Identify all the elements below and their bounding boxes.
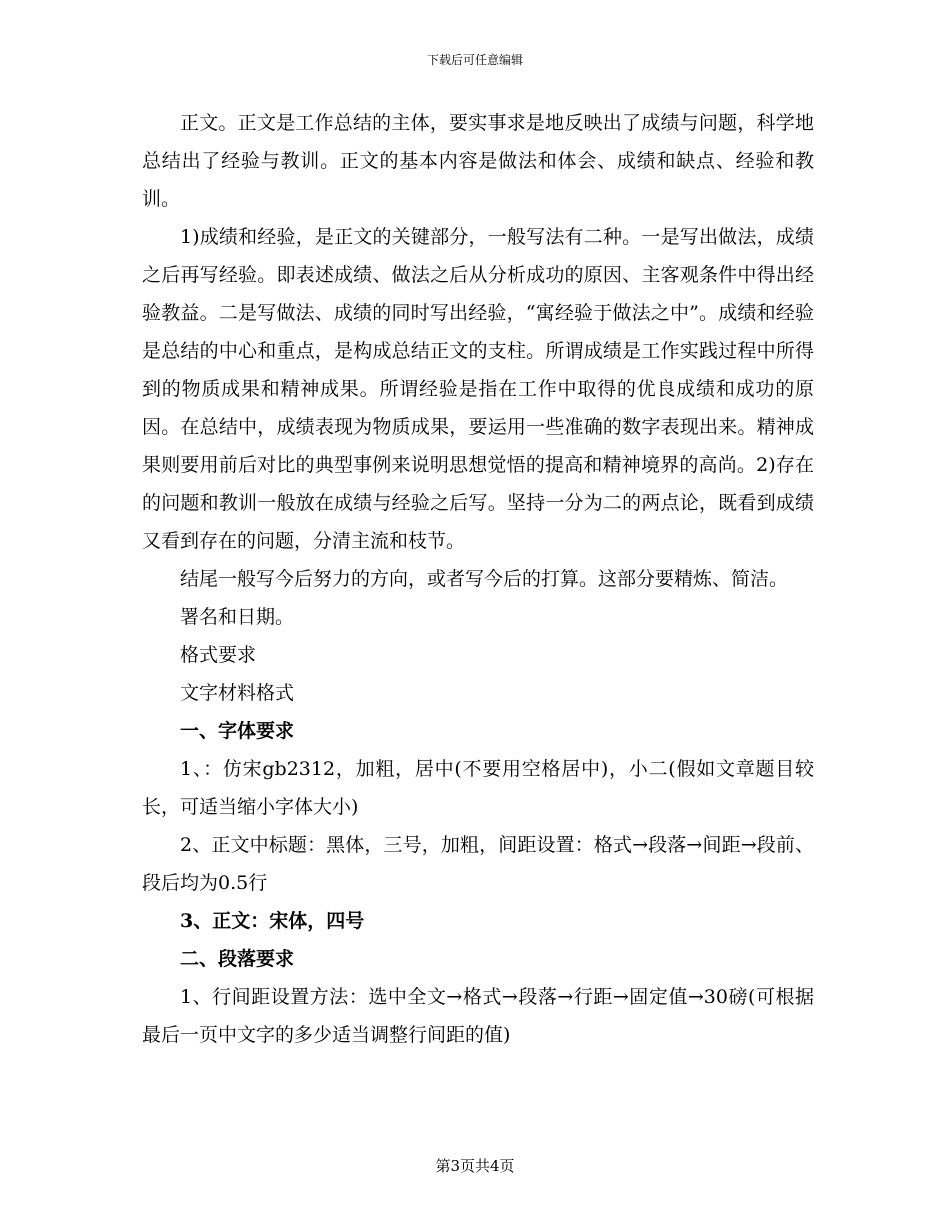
heading-paragraph-requirements: 二、段落要求	[180, 948, 295, 970]
paragraph-format-requirements: 格式要求	[180, 644, 257, 666]
paragraph-text-format: 文字材料格式	[180, 682, 295, 704]
paragraph-conclusion: 结尾一般写今后努力的方向，或者写今后的打算。这部分要精炼、简洁。	[180, 568, 789, 590]
paragraph-spacing-rule-1: 1、行间距设置方法：选中全文→格式→段落→行距→固定值→30磅(可根据最后一页中文字的多少适当调整行间距的值)	[142, 986, 814, 1046]
page-footer: 第3页共4页	[435, 1157, 515, 1175]
paragraph-body-intro: 正文。正文是工作总结的主体，要实事求是地反映出了成绩与问题，科学地总结出了经验与教训。正文的基本内容是做法和体会、成绩和缺点、经验和教训。	[142, 112, 814, 210]
paragraph-font-rule-3: 3、正文：宋体，四号	[180, 910, 365, 932]
page-header: 下载后可任意编辑	[426, 53, 523, 67]
paragraph-font-rule-2: 2、正文中标题：黑体，三号，加粗，间距设置：格式→段落→间距→段前、段后均为0.5行	[142, 834, 814, 894]
paragraph-achievements: 1)成绩和经验，是正文的关键部分，一般写法有二种。一是写出做法，成绩之后再写经验。即表述成绩、做法之后从分析成功的原因、主客观条件中得出经验教益。二是写做法、成绩的同时写出经验，“寓经验于做法之中”。成绩和经验是总结的中心和重点，是构成总结正文的支柱。所谓成绩是工作实践过程中所得到的物质成果和精神成果。所谓经验是指在工作中取得的优良成绩和成功的原因。在总结中，成绩表现为物质成果，要运用一些准确的数字表现出来。精神成果则要用前后对比的典型事例来说明思想觉悟的提高和精神境界的高尚。2)存在的问题和教训一般放在成绩与经验之后写。坚持一分为二的两点论，既看到成绩又看到存在的问题，分清主流和枝节。	[142, 226, 814, 552]
paragraph-font-rule-1: 1、：仿宋gb2312，加粗，居中(不要用空格居中)，小二(假如文章题目较长，可适当缩小字体大小)	[142, 758, 814, 818]
heading-font-requirements: 一、字体要求	[180, 720, 295, 742]
document-body	[142, 104, 814, 1054]
paragraph-signature: 署名和日期。	[180, 606, 295, 628]
